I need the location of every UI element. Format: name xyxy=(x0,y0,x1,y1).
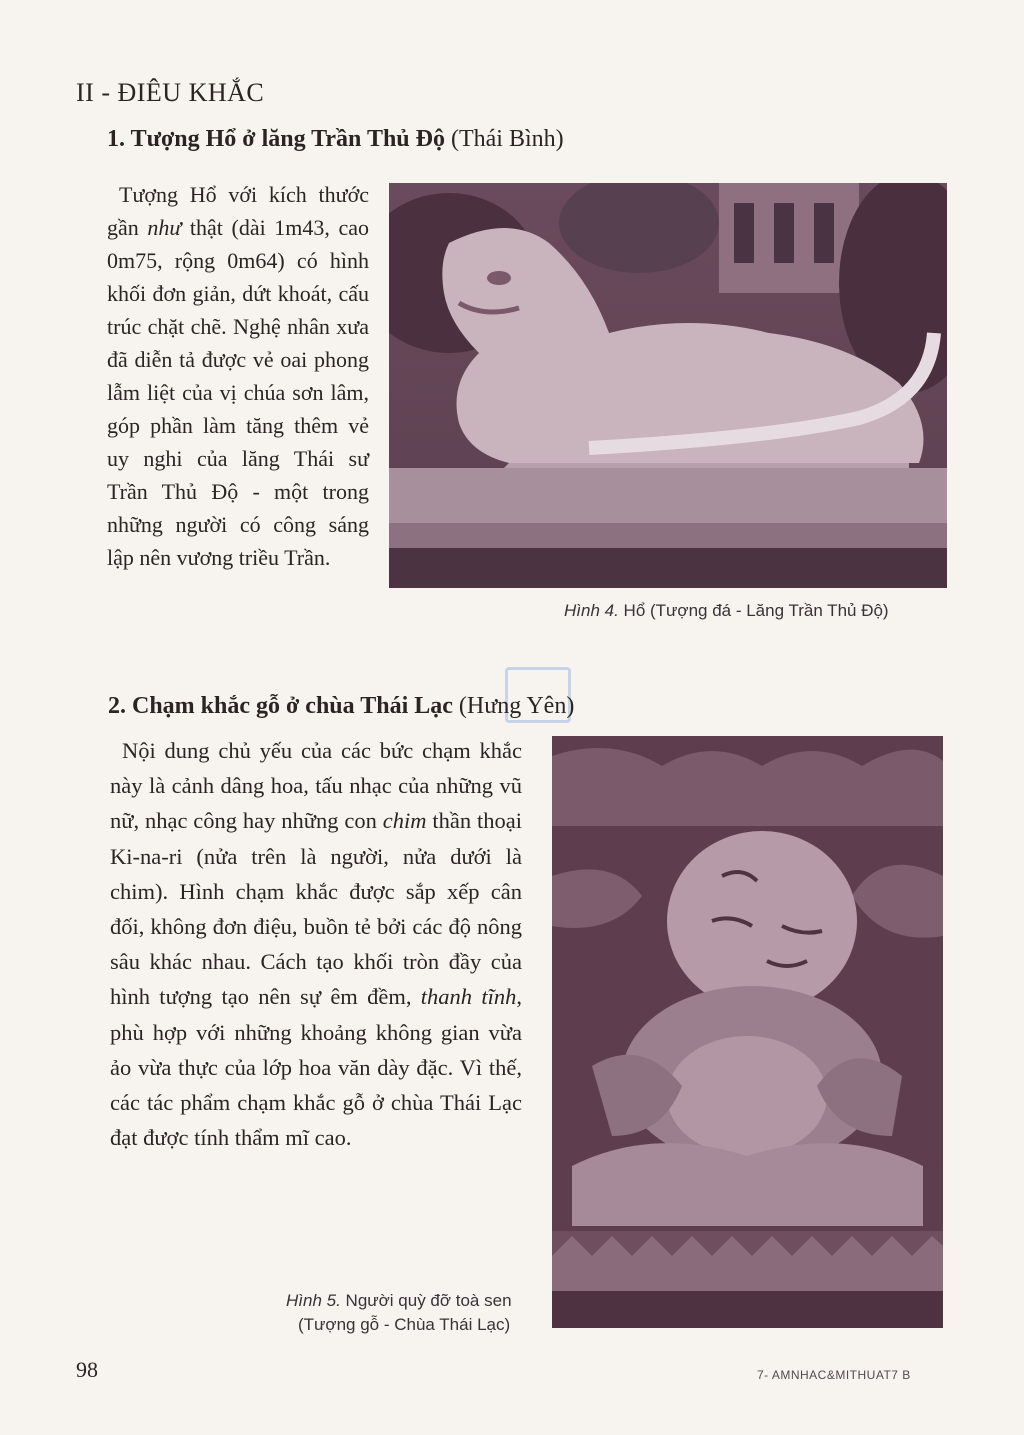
wood-carving-photo xyxy=(552,736,943,1328)
figure4-caption-text: Hổ (Tượng đá - Lăng Trần Thủ Độ) xyxy=(618,601,889,620)
book-code: 7- AMNHAC&MITHUAT7 B xyxy=(757,1368,911,1382)
section-title: II - ĐIÊU KHẮC xyxy=(76,78,265,107)
tiger-statue-photo xyxy=(389,183,947,588)
item1-text-em: như xyxy=(147,215,182,240)
item2-place: (Hưng Yên) xyxy=(458,693,575,719)
item2-text-b: thần thoại Ki-na-ri (nửa trên là người, nửa dưới là chim). Hình chạm khắc được sắp xếp cân đối, không đơn điệu, buồn tẻ bởi các độ nông sâu khác nhau. Cách tạo khối tròn đầy của hình tượng tạo nên sự êm đềm, xyxy=(110,808,522,1010)
figure5-caption-line2: (Tượng gỗ - Chùa Thái Lạc) xyxy=(298,1315,511,1334)
figure4-label: Hình 4. xyxy=(564,601,619,620)
item2-paragraph xyxy=(110,733,522,1155)
tiger-statue-illustration xyxy=(389,183,947,588)
figure5-label: Hình 5. xyxy=(286,1291,341,1310)
item1-text-a: Tượng Hổ với kích thước gần xyxy=(107,182,369,240)
page-number: 98 xyxy=(76,1357,98,1382)
item1-paragraph xyxy=(107,178,369,574)
item2-text-c: , phù hợp với những khoảng không gian vừa ảo vừa thực của lớp hoa văn dày đặc. Vì thế, các tác phẩm chạm khắc gỗ ở chùa Thái Lạc đạt được tính thẩm mĩ cao. xyxy=(110,984,522,1151)
item2-heading xyxy=(108,693,574,720)
item1-text-b: thật (dài 1m43, cao 0m75, rộng 0m64) có hình khối đơn giản, dứt khoát, cấu trúc chặt chẽ. Nghệ nhân xưa đã diễn tả được vẻ oai phong lẫm liệt của vị chúa sơn lâm, góp phần làm tăng thêm vẻ uy nghi của lăng Thái sư Trần Thủ Độ - một trong những người có công sáng lập nên vương triều Trần. xyxy=(107,215,369,570)
item1-place: (Thái Bình) xyxy=(450,126,564,152)
figure4-caption xyxy=(564,601,889,621)
item1-title: 1. Tượng Hổ ở lăng Trần Thủ Độ xyxy=(107,126,445,152)
figure5-caption-line1 xyxy=(286,1289,512,1313)
item2-title: 2. Chạm khắc gỗ ở chùa Thái Lạc xyxy=(108,693,453,719)
figure5-caption xyxy=(286,1289,512,1337)
item2-text-a: Nội dung chủ yếu của các bức chạm khắc này là cảnh dâng hoa, tấu nhạc của những vũ nữ, nhạc công hay những con xyxy=(110,738,522,834)
figure5-caption-text-1: Người quỳ đỡ toà sen xyxy=(340,1291,512,1310)
item2-text-em2: thanh tĩnh xyxy=(420,984,517,1010)
wood-carving-illustration xyxy=(552,736,943,1328)
item2-text-em1: chim xyxy=(382,808,427,834)
item1-heading xyxy=(107,126,564,153)
